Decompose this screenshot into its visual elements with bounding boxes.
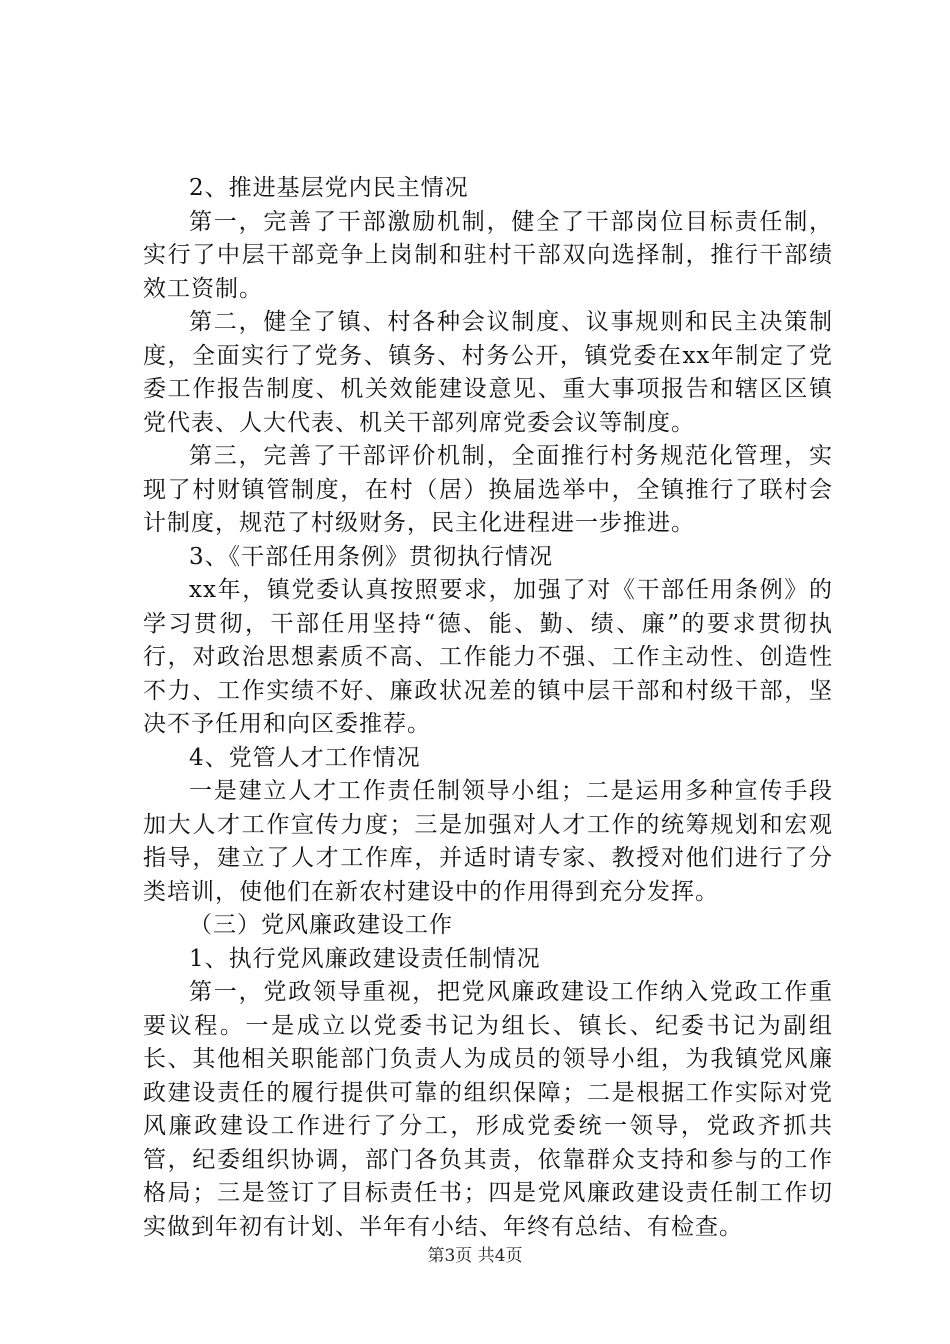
paragraph-incentive-mechanism: 第一，完善了干部激励机制，健全了干部岗位目标责任制，实行了中层干部竞争上岗制和驻村干部双向选择制，推行干部绩效工资制。 [143,208,833,302]
page-footer: 第3页 共4页 [427,1246,523,1266]
paragraph-talent-work: 一是建立人才工作责任制领导小组；二是运用多种宣传手段加大人才工作宣传力度；三是加强对人才工作的统筹规划和宏观指导，建立了人才工作库，并适时请专家、教授对他们进行了分类培训，使他们在新农村建设中的作用得到充分发挥。 [143,778,833,905]
paragraph-evaluation-mechanism: 第三，完善了干部评价机制，全面推行村务规范化管理，实现了村财镇管制度，在村（居）换届选举中，全镇推行了联村会计制度，规范了村级财务，民主化进程进一步推进。 [143,443,833,536]
paragraph-leadership-attention: 第一，党政领导重视，把党风廉政建设工作纳入党政工作重要议程。一是成立以党委书记为组长、镇长、纪委书记为副组长、其他相关职能部门负责人为成员的领导小组，为我镇党风廉政建设责任的履行提供可靠的组织保障；二是根据工作实际对党风廉政建设工作进行了分工，形成党委统一领导，党政齐抓共管，纪委组织协调，部门各负其责，依靠群众支持和参与的工作格局；三是签订了目标责任书；四是党风廉政建设责任制工作切实做到年初有计划、半年有小结、年终有总结、有检查。 [143,979,833,1240]
section-heading-talent: 4、党管人才工作情况 [189,744,421,771]
section-heading-integrity: （三）党风廉政建设工作 [189,912,453,938]
section-heading-responsibility: 1、执行党风廉政建设责任制情况 [189,945,541,972]
paragraph-meeting-system: 第二，健全了镇、村各种会议制度、议事规则和民主决策制度，全面实行了党务、镇务、村务公开，镇党委在xx年制定了党委工作报告制度、机关效能建设意见、重大事项报告和辖区区镇党代表、人大代表、机关干部列席党委会议等制度。 [143,309,833,436]
section-heading-regulations: 3、《干部任用条例》贯彻执行情况 [189,543,554,570]
section-heading-democracy: 2、推进基层党内民主情况 [189,175,469,201]
paragraph-regulations-implementation: xx年，镇党委认真按照要求，加强了对《干部任用条例》的学习贯彻，干部任用坚持“德、能、勤、绩、廉”的要求贯彻执行，对政治思想素质不高、工作能力不强、工作主动性、创造性不力、工作实绩不好、廉政状况差的镇中层干部和村级干部，坚决不予任用和向区委推荐。 [143,577,833,737]
document-body [143,172,833,1244]
